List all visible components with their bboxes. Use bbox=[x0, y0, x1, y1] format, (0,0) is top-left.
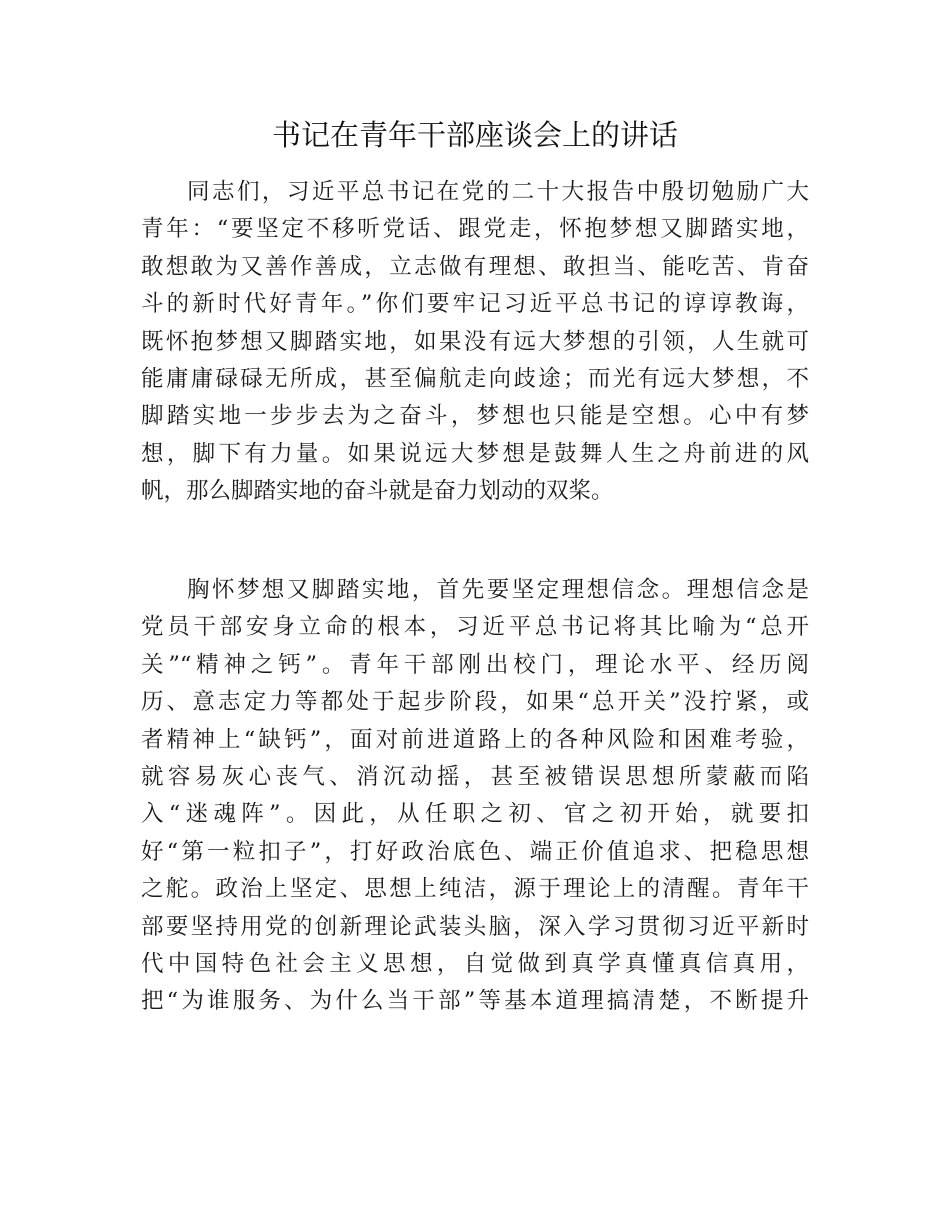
paragraph-2 bbox=[141, 572, 809, 1021]
paragraph-line: 好“第一粒扣子”，打好政治底色、端正价值追求、把稳思想 bbox=[141, 838, 809, 865]
paragraph-line: 党员干部安身立命的根本，习近平总书记将其比喻为“总开 bbox=[141, 614, 809, 641]
paragraph-line: 把“为谁服务、为什么当干部”等基本道理搞清楚，不断提升 bbox=[141, 988, 809, 1015]
paragraph-line: 入“迷魂阵”。因此，从任职之初、官之初开始，就要扣 bbox=[141, 801, 809, 828]
paragraph-1 bbox=[141, 174, 809, 511]
paragraph-line: 部要坚持用党的创新理论武装头脑，深入学习贯彻习近平新时 bbox=[141, 913, 809, 940]
document-title: 书记在青年干部座谈会上的讲话 bbox=[271, 118, 678, 152]
paragraph-line: 代中国特色社会主义思想，自觉做到真学真懂真信真用， bbox=[141, 950, 809, 977]
paragraph-line: 斗的新时代好青年。”你们要牢记习近平总书记的谆谆教诲， bbox=[141, 291, 809, 318]
paragraph-line: 帆，那么脚踏实地的奋斗就是奋力划动的双桨。 bbox=[141, 478, 614, 505]
paragraph-line: 之舵。政治上坚定、思想上纯洁，源于理论上的清醒。青年干 bbox=[141, 876, 809, 903]
paragraph-line: 青年：“要坚定不移听党话、跟党走，怀抱梦想又脚踏实地， bbox=[141, 216, 809, 243]
paragraph-line: 敢想敢为又善作善成，立志做有理想、敢担当、能吃苦、肯奋 bbox=[141, 253, 809, 280]
paragraph-line: 能庸庸碌碌无所成，甚至偏航走向歧途；而光有远大梦想，不 bbox=[141, 365, 809, 392]
paragraph-line: 关”“精神之钙”。青年干部刚出校门，理论水平、经历阅 bbox=[141, 651, 809, 678]
paragraph-line: 想，脚下有力量。如果说远大梦想是鼓舞人生之舟前进的风 bbox=[141, 440, 809, 467]
paragraph-line: 历、意志定力等都处于起步阶段，如果“总开关”没拧紧，或 bbox=[141, 689, 809, 716]
paragraph-line: 同志们，习近平总书记在党的二十大报告中殷切勉励广大 bbox=[187, 179, 809, 205]
paragraph-line: 脚踏实地一步步去为之奋斗，梦想也只能是空想。心中有梦 bbox=[141, 403, 809, 430]
paragraph-line: 者精神上“缺钙”，面对前进道路上的各种风险和困难考验， bbox=[141, 726, 809, 753]
paragraph-line: 既怀抱梦想又脚踏实地，如果没有远大梦想的引领，人生就可 bbox=[141, 328, 809, 355]
paragraph-line: 胸怀梦想又脚踏实地，首先要坚定理想信念。理想信念是 bbox=[187, 577, 809, 603]
paragraph-line: 就容易灰心丧气、消沉动摇，甚至被错误思想所蒙蔽而陷 bbox=[141, 763, 809, 790]
